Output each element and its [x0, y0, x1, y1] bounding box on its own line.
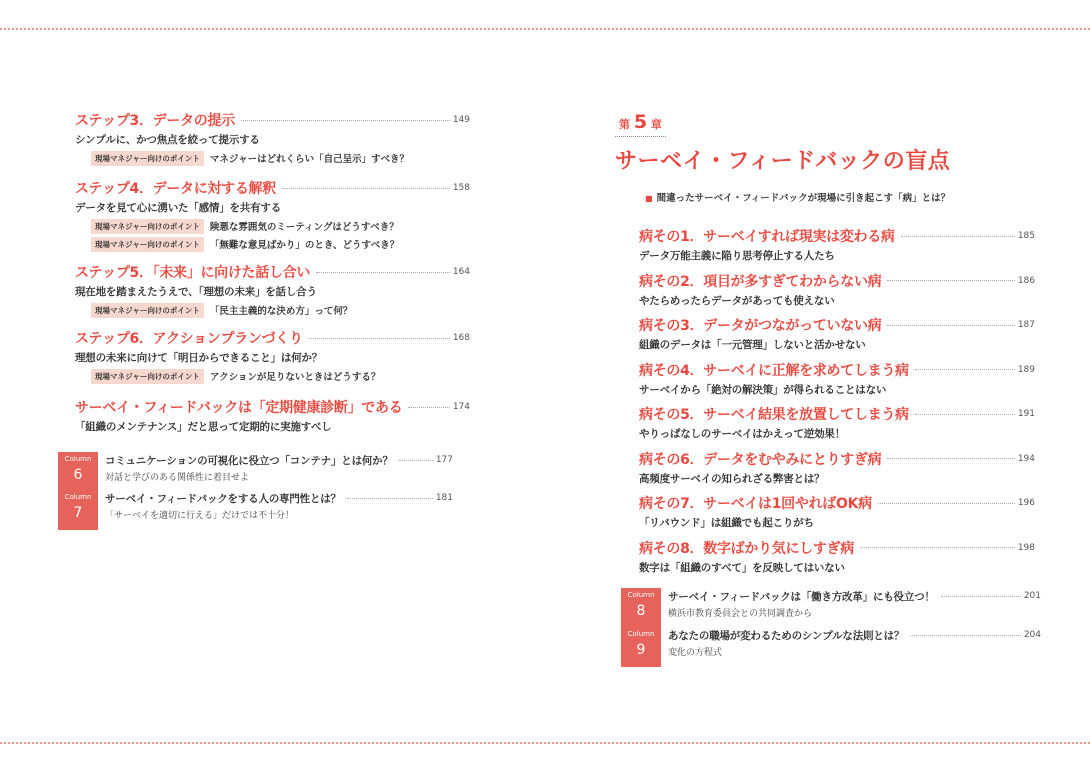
- column-body: [668, 627, 1041, 658]
- toc-entry-subtitle: 組織のデータは「一元管理」しないと活かせない: [639, 339, 866, 351]
- dot-leader: [887, 458, 1014, 459]
- dot-leader: [309, 338, 450, 339]
- column-entry[interactable]: [621, 627, 1041, 667]
- column-body: [105, 452, 453, 483]
- column-subtitle: 対話と学びのある関係性に着目せよ: [105, 473, 250, 483]
- toc-entry-title[interactable]: ステップ4．データに対する解釈: [75, 181, 276, 197]
- dot-leader: [915, 369, 1015, 370]
- toc-entry-subtitle: 数字は「組織のすべて」を反映してはいない: [639, 561, 845, 574]
- toc-entry-title[interactable]: 病その3．データがつながっていない病: [639, 318, 882, 334]
- manager-point-text: マネジャーはどれくらい「自己呈示」すべき？: [209, 154, 409, 165]
- page-number: 204: [1023, 630, 1041, 640]
- toc-entry-title[interactable]: ステップ6．アクションプランづくり: [75, 331, 303, 347]
- page-number: 186: [1017, 275, 1035, 286]
- toc-entry-row[interactable]: [639, 226, 1035, 246]
- column-title[interactable]: コミュニケーションの可視化に役立つ「コンテナ」とは何か？: [105, 454, 393, 467]
- toc-entry-title[interactable]: 病その4．サーベイに正解を求めてしまう病: [639, 362, 909, 379]
- toc-entry-title[interactable]: ステップ5．「未来」に向けた話し合い: [75, 265, 311, 281]
- chapter-suffix: 章: [650, 118, 662, 131]
- toc-entry-row[interactable]: [75, 110, 470, 130]
- column-badge-word: Column: [627, 630, 655, 638]
- dot-leader: [901, 236, 1015, 237]
- chapter-number: 5: [633, 111, 648, 133]
- dot-leader: [910, 635, 1021, 636]
- manager-point: [75, 303, 470, 317]
- toc-entry-subtitle: 理想の未来に向けて「明日からできること」は何か？: [75, 352, 323, 364]
- toc-entry-row[interactable]: [639, 538, 1035, 558]
- manager-point-label: 現場マネジャー向けのポイント: [91, 303, 204, 318]
- manager-point-text: 険悪な雰囲気のミーティングはどうすべき？: [209, 222, 399, 233]
- dot-leader: [282, 188, 450, 189]
- toc-entry-row[interactable]: [639, 404, 1035, 424]
- toc-entry-row[interactable]: [639, 315, 1035, 335]
- column-title[interactable]: サーベイ・フィードバックをする人の専門性とは？: [105, 492, 341, 505]
- toc-entry-row[interactable]: [75, 262, 470, 282]
- column-subtitle: 横浜市教育委員会との共同調査から: [668, 609, 813, 619]
- chapter-intro-text: 間違ったサーベイ・フィードバックが現場に引き起こす「病」とは？: [656, 193, 951, 204]
- toc-entry-subtitle: データ万能主義に陥り思考停止する人たち: [639, 250, 835, 262]
- toc-section: [75, 110, 470, 165]
- toc-entry-title[interactable]: ステップ3．データの提示: [75, 113, 235, 129]
- page-number: 196: [1017, 498, 1035, 508]
- manager-point-text: 「無難な意見ばかり」のとき、どうすべき？: [209, 240, 400, 251]
- square-bullet-icon: ■: [645, 194, 653, 203]
- manager-point-label: 現場マネジャー向けのポイント: [91, 369, 204, 384]
- chapter-title: サーベイ・フィードバックの盲点: [615, 149, 951, 174]
- toc-entry-title[interactable]: 病その6．データをむやみにとりすぎ病: [639, 451, 882, 468]
- dot-leader: [399, 460, 433, 461]
- toc-entry-title[interactable]: 病その8．数字ばかり気にしすぎ病: [639, 540, 854, 557]
- column-badge-number: 7: [73, 505, 83, 521]
- page-number: 174: [452, 402, 470, 412]
- dot-leader: [915, 414, 1015, 415]
- toc-entry-subtitle: データを見て心に湧いた「感情」を共有する: [75, 202, 281, 214]
- column-entry[interactable]: [58, 452, 453, 492]
- page-number: 201: [1023, 591, 1041, 601]
- toc-section: [639, 404, 1035, 441]
- column-title-row: [668, 588, 1041, 604]
- dot-leader: [941, 596, 1021, 597]
- toc-entry-subtitle: サーベイから「絶対の解決策」が得られることはない: [639, 383, 887, 396]
- column-badge-number: 6: [73, 467, 83, 483]
- toc-entry-row[interactable]: [639, 271, 1035, 291]
- column-badge-number: 8: [636, 603, 646, 619]
- toc-entry-title[interactable]: サーベイ・フィードバックは「定期健康診断」である: [75, 400, 403, 416]
- page-number: 177: [435, 455, 453, 465]
- toc-section: [639, 449, 1035, 486]
- column-subtitle: 変化の方程式: [668, 648, 723, 658]
- manager-point-label: 現場マネジャー向けのポイント: [91, 219, 204, 234]
- column-body: [105, 490, 453, 521]
- dot-leader: [887, 280, 1014, 281]
- top-dotted-border: [0, 28, 1090, 30]
- toc-section: [639, 360, 1035, 397]
- dot-leader: [316, 272, 450, 273]
- toc-entry-row[interactable]: [639, 360, 1035, 380]
- page-number: 187: [1017, 320, 1035, 330]
- manager-point: [75, 151, 470, 165]
- toc-entry-row[interactable]: [75, 397, 470, 417]
- column-entry[interactable]: [58, 490, 453, 530]
- column-title[interactable]: あなたの職場が変わるためのシンプルな法則とは？: [668, 629, 905, 642]
- column-badge: [58, 490, 98, 530]
- manager-point-text: アクションが足りないときはどうする？: [209, 372, 381, 383]
- manager-point: [75, 219, 470, 233]
- dot-leader: [347, 498, 433, 499]
- page-number: 158: [452, 183, 470, 193]
- column-subtitle: 「サーベイを適切に行える」だけでは不十分！: [105, 511, 295, 521]
- toc-entry-row[interactable]: [75, 328, 470, 348]
- column-title[interactable]: サーベイ・フィードバックは「働き方改革」にも役立つ！: [668, 590, 935, 603]
- column-badge-word: Column: [64, 493, 92, 501]
- toc-entry-subtitle: シンプルに、かつ焦点を絞って提示する: [75, 134, 260, 146]
- column-badge: [58, 452, 98, 492]
- toc-entry-subtitle: やたらめったらデータがあっても使えない: [639, 294, 835, 307]
- toc-section: [639, 315, 1035, 352]
- page-number: 189: [1017, 364, 1035, 375]
- dot-leader: [860, 547, 1015, 548]
- page-number: 194: [1017, 453, 1035, 464]
- toc-entry-row[interactable]: [75, 178, 470, 198]
- dot-leader: [241, 120, 450, 121]
- column-title-row: [668, 627, 1041, 643]
- toc-entry-subtitle: 現在地を踏まえたうえで、「理想の未来」を話し合う: [75, 286, 317, 298]
- toc-entry-title[interactable]: 病その7．サーベイは1回やればOK病: [639, 496, 872, 512]
- column-body: [668, 588, 1041, 619]
- dot-leader: [887, 325, 1014, 326]
- column-badge-word: Column: [64, 455, 92, 463]
- page-number: 168: [452, 333, 470, 343]
- dot-leader: [408, 407, 449, 408]
- dot-leader: [878, 503, 1015, 504]
- page-number: 198: [1017, 542, 1035, 553]
- toc-section: [75, 397, 470, 434]
- manager-point-label: 現場マネジャー向けのポイント: [91, 237, 204, 252]
- manager-point: [75, 237, 470, 251]
- manager-point: [75, 369, 470, 383]
- toc-entry-subtitle: 高頻度サーベイの知られざる弊害とは？: [639, 472, 825, 485]
- toc-section: [639, 226, 1035, 263]
- toc-section: [75, 262, 470, 317]
- toc-section: [75, 178, 470, 251]
- toc-entry-row[interactable]: [639, 449, 1035, 469]
- page-number: 164: [452, 267, 470, 277]
- bottom-dotted-border: [0, 742, 1090, 744]
- column-entry[interactable]: [621, 588, 1041, 628]
- toc-entry-title[interactable]: 病その5．サーベイ結果を放置してしまう病: [639, 407, 909, 423]
- toc-entry-row[interactable]: [639, 493, 1035, 513]
- toc-entry-subtitle: 「リバウンド」は組織でも起こりがち: [639, 517, 814, 529]
- column-badge-number: 9: [636, 642, 646, 658]
- column-badge: [621, 588, 661, 628]
- page-number: 191: [1017, 409, 1035, 419]
- toc-entry-title[interactable]: 病その1．サーベイすれば現実は変わる病: [639, 229, 895, 245]
- chapter-intro: [645, 190, 950, 204]
- toc-section: [75, 328, 470, 383]
- page-number: 185: [1017, 231, 1035, 241]
- column-badge-word: Column: [627, 591, 655, 599]
- column-title-row: [105, 490, 453, 506]
- chapter-prefix: 第: [619, 118, 630, 131]
- page-number: 149: [452, 115, 470, 125]
- page-number: 181: [435, 493, 453, 503]
- column-badge: [621, 627, 661, 667]
- toc-entry-title[interactable]: 病その2．項目が多すぎてわからない病: [639, 273, 882, 290]
- column-title-row: [105, 452, 453, 468]
- toc-entry-subtitle: やりっぱなしのサーベイはかえって逆効果！: [639, 428, 845, 440]
- toc-section: [639, 538, 1035, 575]
- manager-point-label: 現場マネジャー向けのポイント: [91, 151, 204, 166]
- toc-entry-subtitle: 「組織のメンテナンス」だと思って定期的に実施すべし: [75, 421, 332, 433]
- manager-point-text: 「民主主義的な決め方」って何？: [209, 306, 353, 317]
- toc-section: [639, 493, 1035, 530]
- chapter-label: [615, 111, 666, 137]
- toc-section: [639, 271, 1035, 308]
